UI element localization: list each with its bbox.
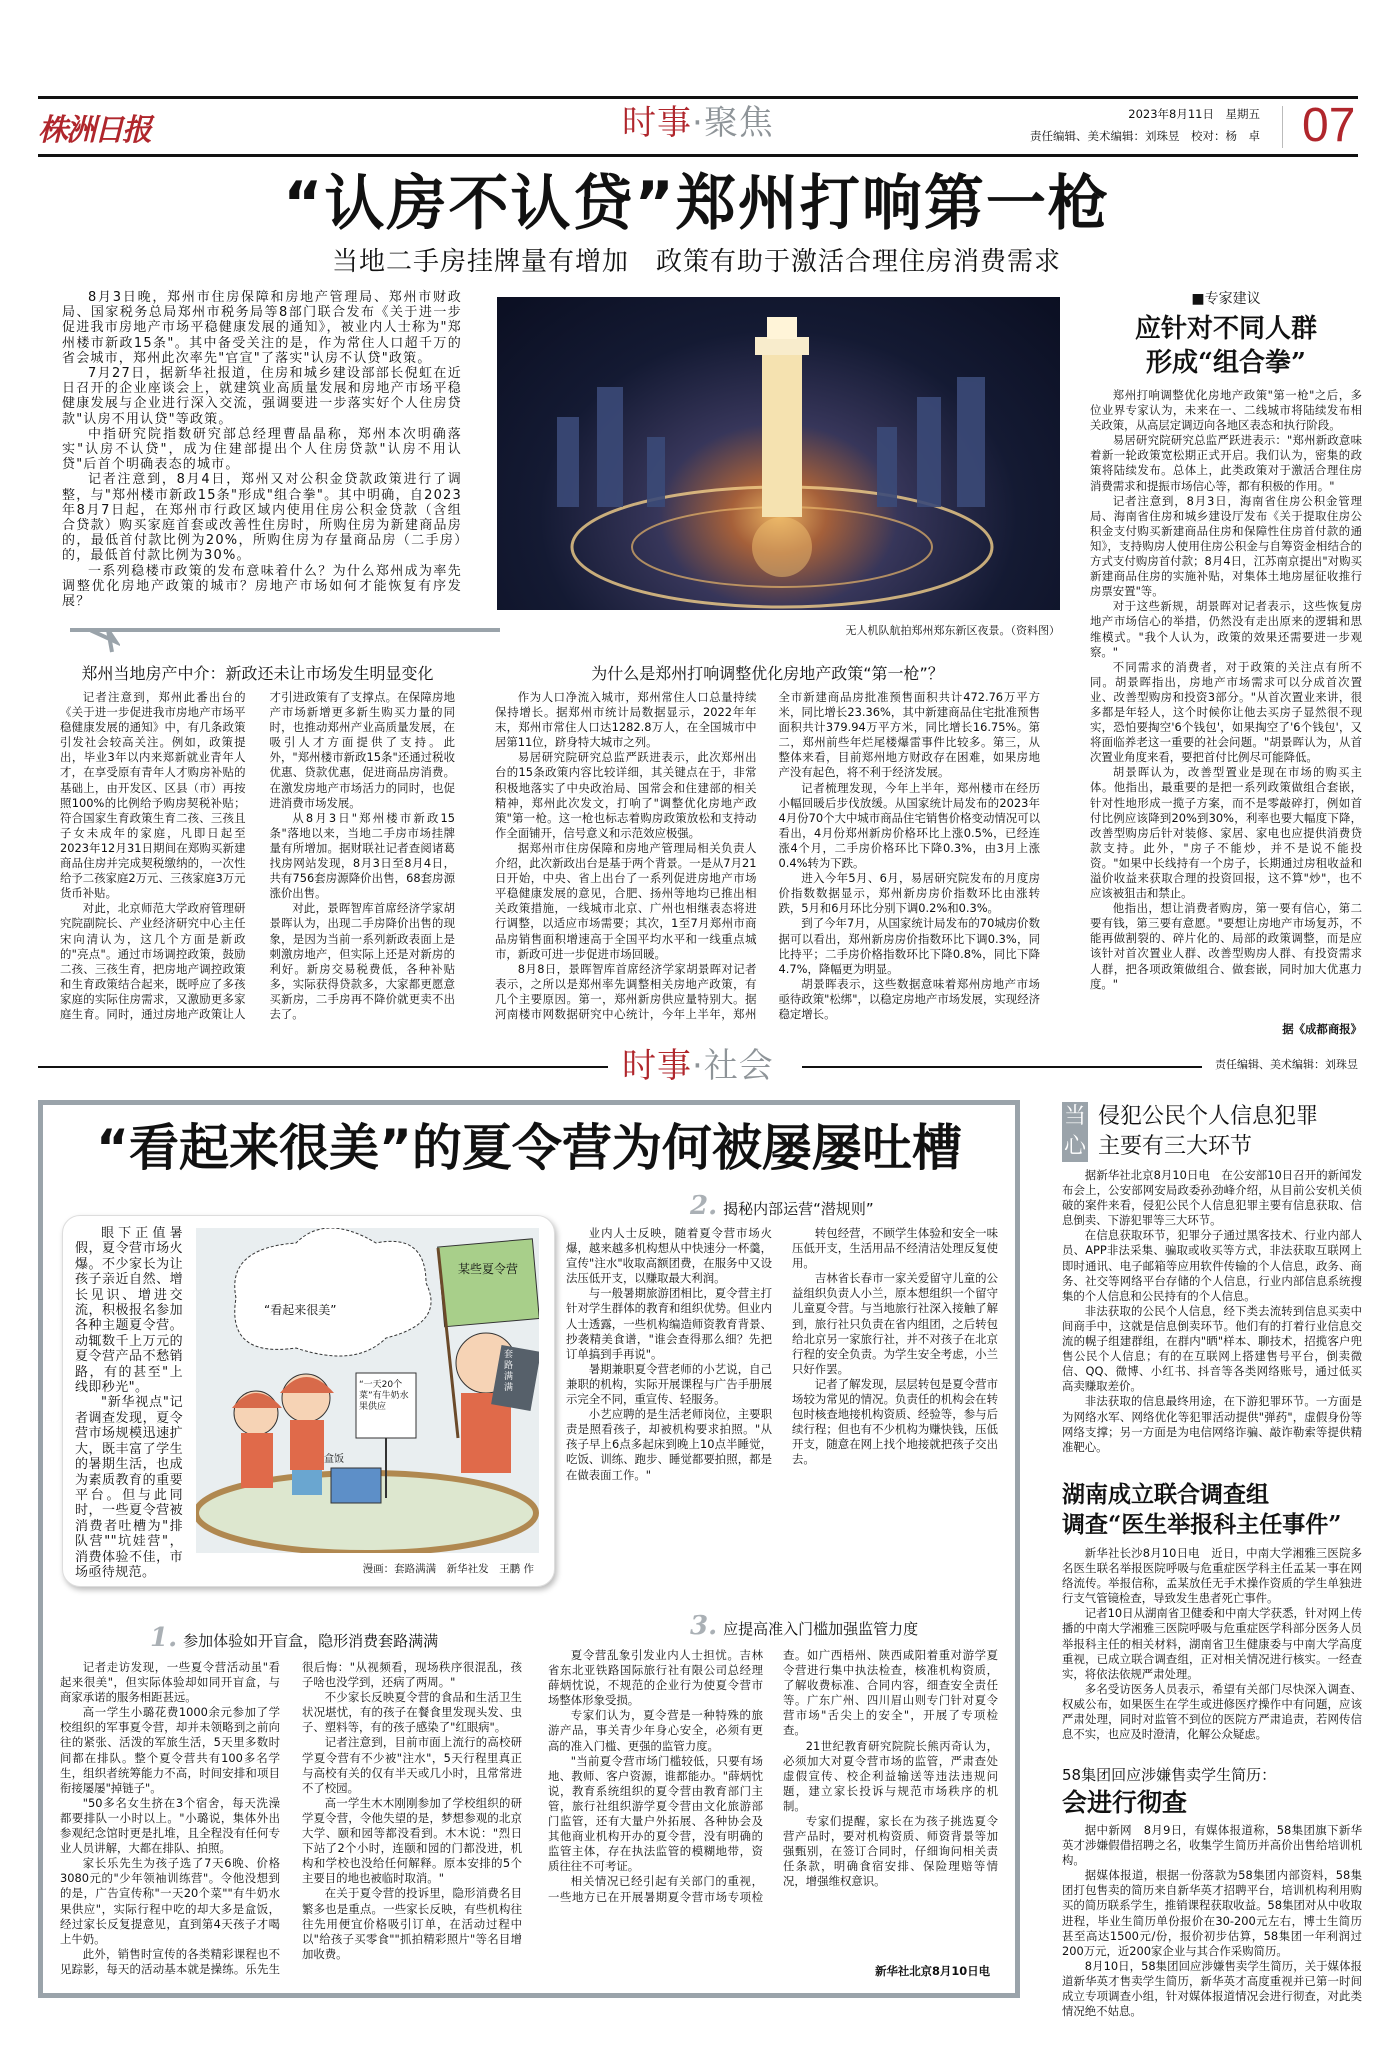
story1-body — [1062, 1168, 1362, 1470]
paragraph: 新华社长沙8月10日电 近日，中南大学湘雅三医院多名医生联名举报医院呼吸与危重症医学科主任孟某一事在网络流传。举报信称，孟某放任无手术操作资质的学生单独进行支气管镜检查，导致发生患者死亡事件。 — [1062, 1546, 1362, 1606]
part1-body — [60, 1660, 522, 1985]
paragraph: 易居研究院研究总监严跃进表示："郑州新政意味着新一轮政策宽松期正式开启。我们认为，密集的政策将陆续发布。总体上，此类政策对于激活合理住房消费需求和提振市场信心等，都有积极的作用。" — [1090, 433, 1362, 493]
paragraph: 记者了解发现，层层转包是夏令营市场较为常见的情况。负责任的机构会在转包时核查地接机构资质、经验等，参与后续行程；但也有不少机构为赚快钱，压低开支，随意在网上找个地接就把孩子交出去。 — [792, 1376, 998, 1467]
paragraph: 记者10日从湖南省卫健委和中南大学获悉，针对网上传播的中南大学湘雅三医院呼吸与危重症医学科部分医务人员举报科主任的相关材料，湖南省卫生健康委与中南大学高度重视，已成立联合调查组，正对相关情况进行核实。一经查实，将依法依规严肃处理。 — [1062, 1606, 1362, 1681]
zhengzhou-night-photo — [497, 297, 1060, 610]
cartoon-bubble-label: “看起来很美” — [264, 1303, 337, 1317]
paragraph: "当前夏令营市场门槛较低，只要有场地、教师、客户资源，谁都能办。"薛炳忱说，教育系统组织的夏令营由教育部门主管，旅行社组织游学夏令营由文化旅游部门监管，还有大量户外拓展、各种协会及其他商业机构开办的夏令营，没有明确的监管主体，存在执法监管的模糊地带，资质往往不可考证。 — [548, 1753, 763, 1874]
paragraph: 转包经营，不顾学生体验和安全一味压低开支，生活用品不经清洁处理反复使用。 — [792, 1226, 998, 1271]
section-b-title: 为什么是郑州打响调整优化房地产政策“第一枪”？ — [591, 664, 944, 683]
paragraph: 记者梳理发现，今年上半年，郑州楼市在经历小幅回暖后步伐放缓。从国家统计局发布的2023年4月份70个大中城市商品住宅销售价格变动情况可以看出，4月份郑州新房价格环比上涨0.5%，已经连涨4个月，二手房价格环比下降0.3%，由3月上涨0.4%转为下跌。 — [778, 780, 1040, 871]
issue-date: 2023年8月11日 星期五 — [1128, 107, 1260, 121]
cartoon-credit: 漫画：套路满满 新华社发 王鹏 作 — [362, 1563, 534, 1575]
section-a-body — [60, 690, 455, 1030]
part1-number: 1. — [150, 1623, 178, 1653]
paragraph: 专家们认为，夏令营是一种特殊的旅游产品，事关青少年身心安全，必须有更高的准入门槛、更强的监管力度。 — [548, 1708, 763, 1753]
story3-body — [1062, 1823, 1362, 2034]
issue-meta — [1030, 103, 1260, 147]
paragraph: 胡景晖认为，改善型置业是现在市场的购买主体。他指出，最重要的是把一系列政策做组合套嵌，针对性地形成一揽子方案，而不是零敲碎打，例如首付比例应该降到20%到30%，利率也要大幅度下降，改善型购房后针对装修、家居、家电也应提供消费贷款支持。此外，"房子不能炒，并不是说不能投资。"如果中长线持有一个房子，长期通过房租收益和溢价收益来获取合理的投资回报，这不算"炒"，也不应该被狙击和禁止。 — [1090, 765, 1362, 901]
expert-title-line2: 形成“组合拳” — [1146, 348, 1306, 378]
camp-cartoon — [196, 1228, 539, 1553]
section2-title-gray: 社会 — [703, 1046, 774, 1086]
header-bottom-rule — [38, 154, 1358, 157]
story1-title-line2: 主要有三大环节 — [1098, 1134, 1253, 1159]
story3-title: 会进行彻查 — [1062, 1788, 1188, 1817]
part3-source: 新华社北京8月10日电 — [875, 1964, 990, 1978]
part3-text — [548, 1648, 998, 1905]
cartoon-sign-label: “一天20个菜”有牛奶水果供应 — [359, 1380, 409, 1412]
paragraph: 从8月3日"郑州楼市新政15条"落地以来，当地二手房市场挂牌量有所增加。据财联社记者查阅诸葛找房网站发现，8月3日至8月4日，共有756套房源降价出售，68套房源涨价出售。 — [269, 810, 455, 901]
section-a-text — [60, 690, 455, 1030]
paragraph: 作为人口净流入城市，郑州常住人口总量持续保持增长。据郑州市统计局数据显示，2022年年末，郑州市常住人口达1282.8万人，在全国城市中居第11位，跻身特大城市之列。 — [495, 690, 757, 750]
camp-intro-card — [62, 1215, 555, 1587]
paragraph: 进入今年5月、6月，易居研究院发布的月度房价指数数据显示，郑州新房房价指数环比由涨转跌，5月和6月环比分别下调0.2%和0.3%。 — [778, 871, 1040, 916]
section2-rule-right — [802, 1066, 1202, 1068]
section2-title-red: 时事 — [622, 1046, 692, 1086]
section-b-text — [495, 690, 1040, 1022]
paragraph: 吉林省长春市一家关爱留守儿童的公益组织负责人小兰，原本想组织一个留守儿童夏令营。与当地旅行社深入接触了解到，旅行社只负责在省内组团，之后转包给北京另一家旅行社，并不对孩子在北京行程的安全负责。为学生安全考虑，小兰只好作罢。 — [792, 1271, 998, 1376]
part2-title: 揭秘内部运营“潜规则” — [723, 1200, 874, 1218]
story2-title-line2: 调查“医生举报科主任事件” — [1062, 1511, 1342, 1538]
paragraph: 对此，景晖智库首席经济学家胡景晖认为，出现二手房降价出售的现象，是因为当前一系列新政表面上是刺激房地产，但实际上还是对新房的利好。新房交易税费低，各种补贴多，实际获得贷款多，大家都更愿意买新房，二手房再不降价就更卖不出去了。 — [269, 901, 455, 1021]
sidebar-story-2 — [1062, 1480, 1362, 1742]
part3-heading — [690, 1612, 918, 1643]
section-title-red: 时事 — [622, 103, 692, 143]
callout-tail — [90, 630, 120, 654]
paragraph: 小艺应聘的是生活老师岗位，主要职责是照看孩子，却被机构要求拍照。"从孩子早上6点多起床到晚上10点半睡觉，吃饭、训练、跑步、睡觉都要拍照，都是在做表面工作。" — [566, 1407, 772, 1482]
cartoon-bowl-label: 盒饭 — [324, 1454, 344, 1465]
paragraph: 高一学生小璐花费1000余元参加了学校组织的军事夏令营，却并未领略到之前向往的紧张、活泼的军旅生活，5天里多数时间都在排队。整个夏令营共有100多名学生，组织者统筹能力不高，时间安排和项目衔接屡屡"掉链子"。 — [60, 1705, 280, 1795]
paragraph: 一系列稳楼市政策的发布意味着什么？为什么郑州成为率先调整优化房地产政策的城市？房地产市场如何才能恢复有序发展？ — [62, 563, 462, 610]
section-title-gray: 聚焦 — [703, 103, 774, 143]
paragraph: 不同需求的消费者，对于政策的关注点有所不同。胡景晖指出，房地产市场需求可以分成首次置业、改善型购房和投资3部分。"从首次置业来讲，很多都是年轻人，这个时候你让他去买房子显然很不现实，恐怕要掏空'6个钱包'，如果掏空了'6个钱包'，又将面临养老这一重要的社会问题。"胡景晖认为，从首次置业角度来看，要把首付比例尽可能降低。 — [1090, 659, 1362, 765]
expert-column — [1090, 290, 1362, 1037]
paragraph: 8月10日，58集团回应涉嫌售卖学生简历，关于媒体报道新华英才售卖学生简历，新华英才高度重视并已第一时间成立专项调查小组，针对媒体报道情况会进行彻查，对此类情况绝不姑息。 — [1062, 1958, 1362, 2019]
paragraph: 非法获取的公民个人信息，经下类去流转到信息买卖中间商手中，这就是信息倒卖环节。他们有的打着行业信息交流的幌子组建群组，在群内"晒"样本、聊技术，招揽客户兜售公民个人信息；有的在互联网上搭建售号平台，倒卖微信、QQ、微博、小红书、抖音等各类网络账号，通过低买高卖赚取差价。 — [1062, 1303, 1362, 1394]
cartoon-flag-label: 某些夏令营 — [458, 1262, 519, 1276]
photo-caption: 无人机队航拍郑州郑东新区夜景。（资料图） — [845, 624, 1060, 637]
paragraph: 此外，销售时宣传的各类精彩课程也不见踪影，每天的活动基本就是操练。乐先生很后悔："从视频看，现场秩序很混乱，孩子啥也没学到，还病了两周。" — [60, 1660, 522, 1976]
paragraph: 非法获取的信息最终用途，在下游犯罪环节。一方面是为网络水军、网络优化等犯罪活动提供"弹药"，虚假身份等网络支撑；另一方面是为电信网络诈骗、敲诈勒索等提供精准靶心。 — [1062, 1394, 1362, 1454]
paragraph: 暑期兼职夏令营老师的小艺说，自己兼职的机构，实际开展课程与广告手册展示完全不同，重宣传、轻服务。 — [566, 1361, 772, 1407]
callout-line — [70, 628, 500, 632]
paragraph: 专家们提醒，家长在为孩子挑选夏令营产品时，要对机构资质、师资背景等加强甄别，在签订合同时，仔细询问相关责任条款，明确食宿安排、保险理赔等情况，增强维权意识。 — [783, 1814, 998, 1889]
camp-intro-text — [75, 1226, 183, 1580]
page-number: 07 — [1302, 99, 1356, 152]
paragraph: 他指出，想让消费者购房，第一要有信心，第二要有钱，第三要有意愿。"要想让房地产市场复苏，不能再做割裂的、碎片化的、局部的政策调整，而是应该针对首次置业人群、改善型购房人群、有投资需求人群，把各项政策做组合、做套嵌，同时加大优惠力度。" — [1090, 901, 1362, 991]
paragraph: 21世纪教育研究院院长熊丙奇认为，必须加大对夏令营市场的监管，严肃查处虚假宣传、校企利益输送等违法违规问题，建立家长投诉与规范市场秩序的机制。 — [783, 1738, 998, 1813]
part2-text — [566, 1226, 998, 1483]
part3-number: 3. — [690, 1611, 718, 1641]
paragraph: 到了今年7月，从国家统计局发布的70城房价数据可以看出，郑州新房房价指数环比下调0.3%，同比持平；二手房价格指数环比下降0.8%，同比下降4.7%，降幅更为明显。 — [778, 916, 1040, 976]
paragraph: "50多名女生挤在3个宿舍，每天洗澡都要排队一小时以上。"小璐说，集体外出参观纪念馆时更是扎堆，且全程没有任何专业人员讲解，大都在排队、拍照。 — [60, 1795, 280, 1856]
paragraph: 记者注意到，目前市面上流行的高校研学夏令营有不少被"注水"，5天行程里真正与高校有关的仅有半天或几小时，且常常进不了校园。 — [302, 1735, 522, 1795]
section2-title — [622, 1046, 774, 1086]
paragraph: 眼下正值暑假，夏令营市场火爆。不少家长为让孩子亲近自然、增长见识、增进交流，积极报名参加各种主题夏令营。动辄数千上万元的夏令营产品不愁销路，有的甚至"上线即秒光"。 — [75, 1226, 183, 1396]
section-title — [622, 103, 774, 143]
paragraph: 记者注意到，郑州此番出台的《关于进一步促进我市房地产市场平稳健康发展的通知》中，有几条政策引发社会较高关注。例如，政策提出，毕业3年以内来郑新就业青年人才，在享受原有青年人才购房补贴的基础上，由开发区、区县（市）再按照100%的比例给予购房契税补贴；符合国家生育政策生育二孩、三孩且子女未成年的家庭，凡即日起至2023年12月31日期间在郑购买新建商品住房并完成契税缴纳的，一次性给予二孩家庭2万元、三孩家庭3万元货币补贴。 — [60, 690, 246, 901]
paragraph: 夏令营乱象引发业内人士担忧。吉林省东北亚铁路国际旅行社有限公司总经理薛炳忱说，不规范的企业行为使夏令营市场整体形象受损。 — [548, 1648, 763, 1708]
part2-body — [566, 1226, 998, 1604]
paragraph: 与一般暑期旅游团相比，夏令营主打针对学生群体的教育和组织优势。但业内人士透露，一些机构编造师资教育背景、抄袭精美食谱，"谁会查得那么细？先把订单搞到手再说"。 — [566, 1286, 772, 1361]
paragraph: 郑州打响调整优化房地产政策"第一枪"之后，多位业界专家认为，未来在一、二线城市将陆续发布相关政策，从高层定调迈向各地区表态和执行阶段。 — [1090, 388, 1362, 433]
paragraph: 8月3日晚，郑州市住房保障和房地产管理局、郑州市财政局、国家税务总局郑州市税务局等8部门联合发布《关于进一步促进我市房地产市场平稳健康发展的通知》，被业内人士称为"郑州楼市新政15条"。其中备受关注的是，作为常住人口超千万的省会城市，郑州此次率先"官宣"了落实"认房不认贷"政策。 — [62, 290, 462, 366]
story3-kicker: 58集团回应涉嫌售卖学生简历： — [1062, 1766, 1277, 1784]
section-b-body — [495, 690, 1040, 1030]
section2-rule-left — [38, 1066, 608, 1068]
part2-heading — [690, 1192, 874, 1223]
part1-title: 参加体验如开盲盒，隐形消费套路满满 — [183, 1632, 439, 1650]
paragraph: 在信息获取环节，犯罪分子通过黑客技术、行业内部人员、APP非法采集、骗取或收买等方式，非法获取互联网上即时通讯、电子邮箱等应用软件传输的个人信息，政务、商务、社交等网络平台存储的个人信息，行业内部信息系统搜集的个人信息和公民持有的个人信息。 — [1062, 1228, 1362, 1303]
paragraph: 多名受访医务人员表示，希望有关部门尽快深入调查、权威公布，如果医生在学生或进修医疗操作中有问题，应该严肃处理，同时对监管不到位的医院方严肃追责，若网传信息不实，也应及时澄清，化解公众疑虑。 — [1062, 1681, 1362, 1742]
paragraph: 记者注意到，8月4日，郑州又对公积金贷款政策进行了调整，与"郑州楼市新政15条"形成"组合拳"。其中明确，自2023年8月7日起，在郑州市行政区域内使用住房公积金贷款（含组合贷款）购买家庭首套或改善性住房时，所购住房为新建商品房的，最低首付款比例为20%，所购住房为存量商品房（二手房）的，最低首付款比例为30%。 — [62, 472, 462, 564]
paragraph: 易居研究院研究总监严跃进表示，此次郑州出台的15条政策内容比较详细，其关键点在于，非常积极地落实了中央政治局、国常会和住建部的相关精神，郑州此次发文，打响了"调整优化房地产政策"第一枪。这一枪也标志着购房政策放松和支持动作全面铺开，信号意义和示范效应极强。 — [495, 750, 757, 840]
sidebar-story-1 — [1062, 1102, 1362, 1470]
expert-body — [1090, 388, 1362, 1022]
part3-body — [548, 1648, 998, 1958]
camp-headline: “看起来很美”的夏令营为何被屡屡吐槽 — [96, 1119, 962, 1177]
section-a-title: 郑州当地房产中介：新政还未让市场发生明显变化 — [81, 664, 434, 683]
paragraph: 不少家长反映夏令营的食品和生活卫生状况堪忧，有的孩子在餐食里发现头发、虫子、塑料等，有的孩子感染了"红眼病"。 — [302, 1690, 522, 1735]
masthead-logo: 株洲日报 — [38, 113, 150, 148]
part1-text — [60, 1660, 522, 1985]
story1-title-line1: 侵犯公民个人信息犯罪 — [1098, 1104, 1319, 1129]
part3-title: 应提高准入门槛加强监管力度 — [723, 1620, 919, 1638]
caution-tag: 当心 — [1062, 1102, 1088, 1162]
top-rule — [38, 96, 1358, 99]
paragraph: 业内人士反映，随着夏令营市场火爆，越来越多机构想从中快速分一杯羹，宣传"注水"收取高额团费，在服务中又设法压低开支，以赚取最大利润。 — [566, 1226, 772, 1286]
part2-number: 2. — [690, 1191, 718, 1221]
paragraph: 据中新网 8月9日，有媒体报道称，58集团旗下新华英才涉嫌假借招聘之名，收集学生简历并高价出售给培训机构。 — [1062, 1823, 1362, 1868]
paragraph: 7月27日，据新华社报道，住房和城乡建设部部长倪虹在近日召开的企业座谈会上，就建筑业高质量发展和房地产市场平稳健康发展与企业进行深入交流，强调要进一步落实好个人住房贷款"认房不用认贷"等政策。 — [62, 366, 462, 427]
part1-heading — [150, 1624, 438, 1655]
paragraph: 在关于夏令营的投诉里，隐形消费名目繁多也是重点。一些家长反映，有些机构往往先用便宜价格吸引订单，在活动过程中以"给孩子买零食""抓拍精彩照片"等名目增加收费。 — [302, 1886, 522, 1961]
paragraph: 据新华社北京8月10日电 在公安部10日召开的新闻发布会上，公安部网安局政委孙劲峰介绍，从目前公安机关侦破的案件来看，侵犯公民个人信息犯罪主要有信息获取、信息倒卖、下游犯罪等三大环节。 — [1062, 1168, 1362, 1228]
expert-kicker: ■专家建议 — [1191, 291, 1261, 307]
paragraph: 中指研究院指数研究部总经理曹晶晶称，郑州本次明确落实"认房不认贷"，成为住建部提出个人住房贷款"认房不用认贷"后首个明确表态的城市。 — [62, 426, 462, 473]
expert-source: 据《成都商报》 — [1282, 1022, 1362, 1036]
paragraph: 家长乐先生为孩子选了7天6晚、价格3080元的"少年领袖训练营"。令他没想到的是，广告宣传称"一天20个菜""有牛奶水果供应"，实际行程中吃的却大多是盒饭，经过家长反复提意见，直到第4天孩子才喝上牛奶。 — [60, 1856, 280, 1946]
section2-editors: 责任编辑、美术编辑：刘珠昱 — [1215, 1058, 1358, 1071]
lead-subtitle: 当地二手房挂牌量有增加 政策有助于激活合理住房消费需求 — [331, 247, 1061, 277]
paragraph: 相关情况已经引起有关部门的重视，一些地方已在开展暑期夏令营市场专项检查。如广西梧州、陕西咸阳着重对游学夏令营进行集中执法检查，核准机构资质，了解收费标准、合同内容，细查安全责任等。广东广州、四川眉山则专门针对夏令营市场"舌尖上的安全"，开展了专项检查。 — [548, 1648, 998, 1904]
story2-body — [1062, 1546, 1362, 1742]
section2-title-dot: · — [692, 1046, 704, 1086]
section-title-dot: · — [692, 103, 704, 143]
story2-title-line1: 湖南成立联合调查组 — [1062, 1481, 1269, 1508]
editor-credits: 责任编辑、美术编辑：刘珠昱 校对：杨 卓 — [1030, 129, 1260, 143]
header-divider — [1282, 106, 1283, 148]
paragraph: 对此，北京师范大学政府管理研究院副院长、产业经济研究中心主任宋向清认为，这几个方面是新政的"亮点"。通过市场调控政策，鼓励二孩、三孩生育，把房地产调控政策和生育政策结合起来，既呼应了多孩家庭的实际住房需求，又激励更多家庭生育。同时，通过房地产政策让人才引进政策有了支撑点。在保障房地产市场新增更多新生购买力量的同时，也推动郑州产业高质量发展，在吸引人才方面提供了支持。此外，"郑州楼市新政15条"还通过税收优惠、贷款优惠，促进商品房消费。在激发房地产市场活力的同时，也促进消费市场发展。 — [60, 690, 455, 1021]
paragraph: 高一学生木木刚刚参加了学校组织的研学夏令营，令他失望的是，梦想参观的北京大学、颐和园等都没看到。木木说："烈日下站了2个小时，连颐和园的门都没进，机构和学校也没给任何解释。原本安排的5个主要目的地也被临时取消。" — [302, 1795, 522, 1886]
paragraph: 8月8日，景晖智库首席经济学家胡景晖对记者表示，之所以是郑州率先调整相关房地产政策，有几个主要原因。第一，郑州新房供应量特别大。据河南楼市网数据研究中心统计，今年上半年，郑州全市新建商品房批准预售面积共计472.76万平方米，同比增长23.36%，其中新建商品住宅批准预售面积共计379.94万平方米，同比增长16.75%。第二，郑州前些年烂尾楼爆雷事件比较多。第三，从整体来看，目前郑州地方财政存在困难，如果房地产没有起色，将不利于经济发展。 — [495, 690, 1040, 1021]
city-night-illustration — [497, 297, 1060, 610]
lead-intro — [62, 290, 462, 609]
paragraph: 据郑州市住房保障和房地产管理局相关负责人介绍，此次新政出台是基于两个背景。一是从7月21日开始，中央、省上出台了一系列促进房地产市场平稳健康发展的意见，合肥、扬州等地均已推出相关政策措施，一线城市北京、广州也相继表态将进行调整，以适应市场需要；其次，1至7月郑州市商品房销售面积增速高于全国平均水平和一线重点城市，新政可进一步促进市场回暖。 — [495, 840, 757, 961]
expert-title-line1: 应针对不同人群 — [1134, 314, 1317, 344]
paragraph: "新华视点"记者调查发现，夏令营市场规模迅速扩大，既丰富了学生的暑期生活，也成为素质教育的重要平台。但与此同时，一些夏令营被消费者吐槽为"排队营""坑娃营"，消费体验不佳，市场亟待规范。 — [75, 1395, 183, 1580]
paragraph: 胡景晖表示，这些数据意味着郑州房地产市场亟待政策"松绑"，以稳定房地产市场发展，实现经济稳定增长。 — [778, 976, 1040, 1021]
paragraph: 记者注意到，8月3日，海南省住房公积金管理局、海南省住房和城乡建设厅发布《关于提取住房公积金支付购买新建商品住房和保障性住房首付款的通知》，支持购房人使用住房公积金与自筹资金相结合的方式支付购房首付款；8月4日，江苏南京提出"对购买新建商品住房的实施补贴，对集体土地房屋征收推行房票安置"等。 — [1090, 493, 1362, 599]
story1-title — [1098, 1102, 1318, 1162]
sidebar-story-3 — [1062, 1765, 1362, 2034]
paragraph: 对于这些新规，胡景晖对记者表示，这些恢复房地产市场信心的举措，仍然没有走出原来的逻辑和思维模式。"我个人认为，政策的效果还需要进一步观察。" — [1090, 599, 1362, 659]
paragraph: 记者走访发现，一些夏令营活动虽"看起来很美"，但实际体验却如同开盲盒，与商家承诺的服务相距甚远。 — [60, 1660, 280, 1705]
cartoon-bag-label: 套路满满 — [504, 1350, 514, 1393]
paragraph: 据媒体报道，根据一份落款为58集团内部资料，58集团打包售卖的简历来自新华英才招聘平台，培训机构利用购买的简历联系学生，推销课程获取收益。58集团对从中收取进程，毕业生简历单份报价在30-200元左右，博士生简历甚至高达1500元/份，报价初步估算，58集团一年利润过200万元，近200家企业与其合作采购简历。 — [1062, 1868, 1362, 1958]
lead-headline: “认房不认贷”郑州打响第一枪 — [283, 169, 1110, 239]
